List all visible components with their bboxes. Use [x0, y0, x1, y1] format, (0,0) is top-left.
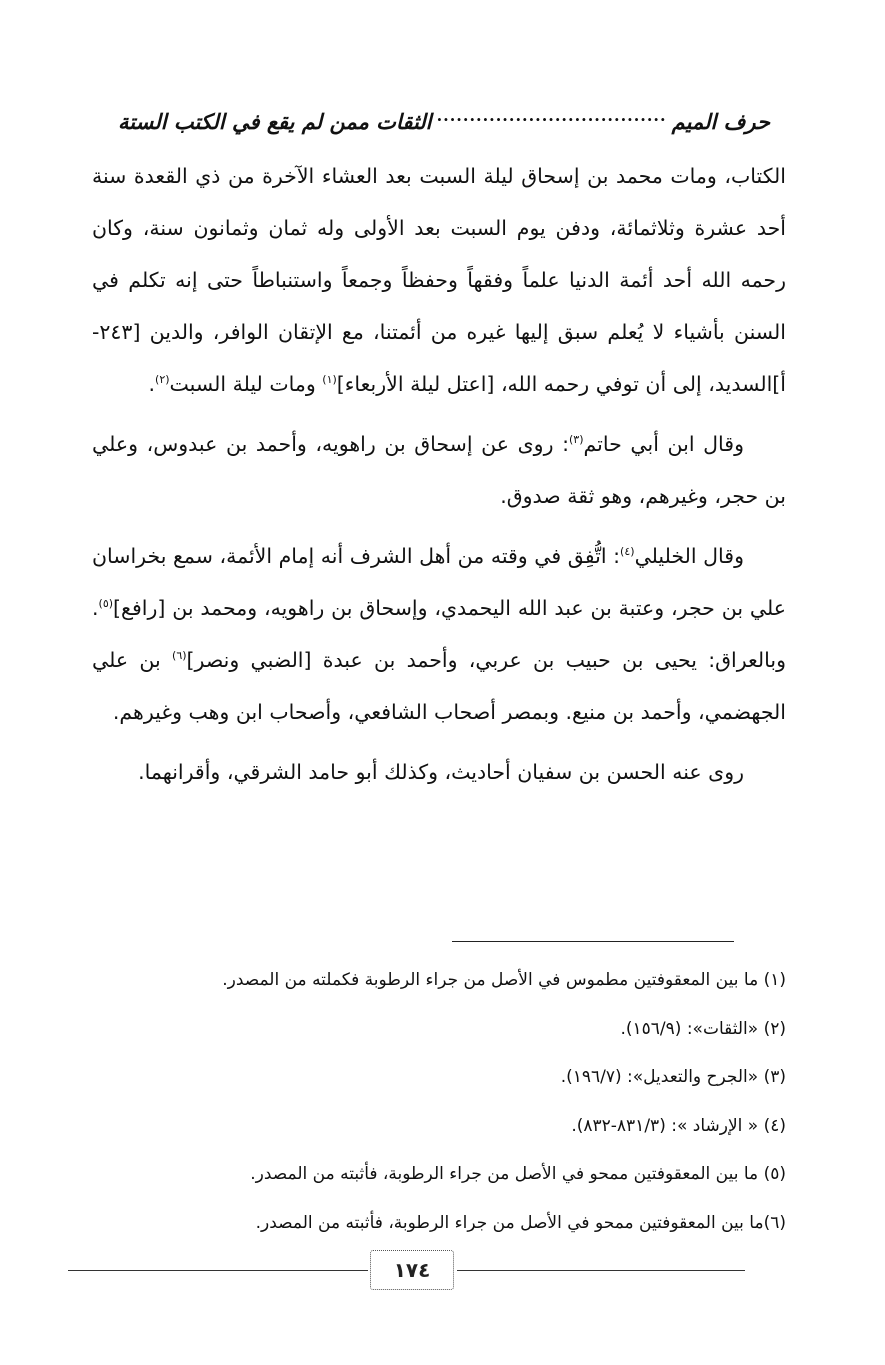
footnote-item: (٢) «الثقات»: (١٥٦/٩). [620, 1018, 786, 1039]
running-header [118, 98, 770, 138]
paragraph-text: روى عنه الحسن بن سفيان أحاديث، وكذلك أبو حامد الشرقي، وأقرانهما. [138, 760, 744, 784]
paragraph-text: : اتُّفِق في وقته من أهل الشرف أنه إمام الأئمة، سمع بخراسان علي بن حجر، وعتبة بن عبد الله اليحمدي، وإسحاق بن راهويه، ومحمد بن [رافع] [92, 544, 786, 620]
footnote-separator [452, 941, 734, 942]
page-number: ١٧٤ [370, 1250, 454, 1290]
main-text [92, 150, 786, 798]
paragraph [92, 418, 786, 522]
footnote-item: (٥) ما بين المعقوفتين ممحو في الأصل من جراء الرطوبة، فأثبته من المصدر. [250, 1164, 786, 1184]
footnote-item: (١) ما بين المعقوفتين مطموس في الأصل من جراء الرطوبة فكملته من المصدر. [222, 970, 786, 990]
paragraph [92, 530, 786, 738]
paragraph [92, 150, 786, 410]
footnote-marker: (٢) [155, 373, 170, 387]
bottom-rule-right [457, 1270, 745, 1271]
bottom-rule-left [68, 1270, 368, 1271]
footnote-item: (٦)ما بين المعقوفتين ممحو في الأصل من جراء الرطوبة، فأثبته من المصدر. [255, 1212, 786, 1233]
paragraph-text: . وبالعراق: يحيى بن حبيب بن عربي، وأحمد بن عبدة [الضبي ونصر] [92, 596, 787, 672]
paragraph-text: ومات ليلة السبت [169, 372, 323, 396]
paragraph-text: بن علي الجهضمي، وأحمد بن منيع. وبمصر أصحاب الشافعي، وأصحاب ابن وهب وغيرهم. [92, 648, 786, 724]
header-chapter: حرف الميم [671, 109, 770, 134]
footnote-marker: (٤) [620, 545, 635, 559]
header-book-title: الثقات ممن لم يقع في الكتب الستة [118, 109, 432, 134]
footnote-marker: (٥) [98, 597, 114, 611]
footnote-item: (٣) «الجرح والتعديل»: (١٩٦/٧). [560, 1067, 786, 1087]
paragraph-text: وقال الخليلي [634, 544, 744, 568]
footnote-marker: (٦) [172, 649, 187, 663]
header-leader-dots: ................................... [436, 106, 667, 125]
paragraph [92, 746, 786, 798]
paragraph-text: الكتاب، ومات محمد بن إسحاق ليلة السبت بعد العشاء الآخرة من ذي القعدة سنة أحد عشرة وثلاثمائة، ودفن يوم السبت بعد الأولى وله ثمان وثمانون سنة، وكان رحمه الله أحد أئمة الدنيا علماً وفقهاً وحفظاً وجمعاً واستنباطاً حتى إنه تكلم في السنن بأشياء لا يُعلم سبق إليها غيره من أئمتنا، مع الإتقان الوافر، والدين [٢٤٣-أ]السديد، إلى أن توفي رحمه الله، [اعتل ليلة الأربعاء] [92, 164, 786, 396]
paragraph-text: وقال ابن أبي حاتم [583, 432, 744, 456]
footnote-item: (٤) « الإرشاد »: (٨٣١/٣-٨٣٢). [571, 1115, 786, 1136]
paragraph-text: . [148, 372, 156, 396]
paragraph-text: : روى عن إسحاق بن راهويه، وأحمد بن عبدوس، وعلي بن حجر، وغيرهم، وهو ثقة صدوق. [92, 432, 786, 508]
footnote-marker: (٣) [569, 433, 584, 447]
footnotes [150, 956, 786, 1247]
footnote-marker: (١) [322, 373, 337, 387]
